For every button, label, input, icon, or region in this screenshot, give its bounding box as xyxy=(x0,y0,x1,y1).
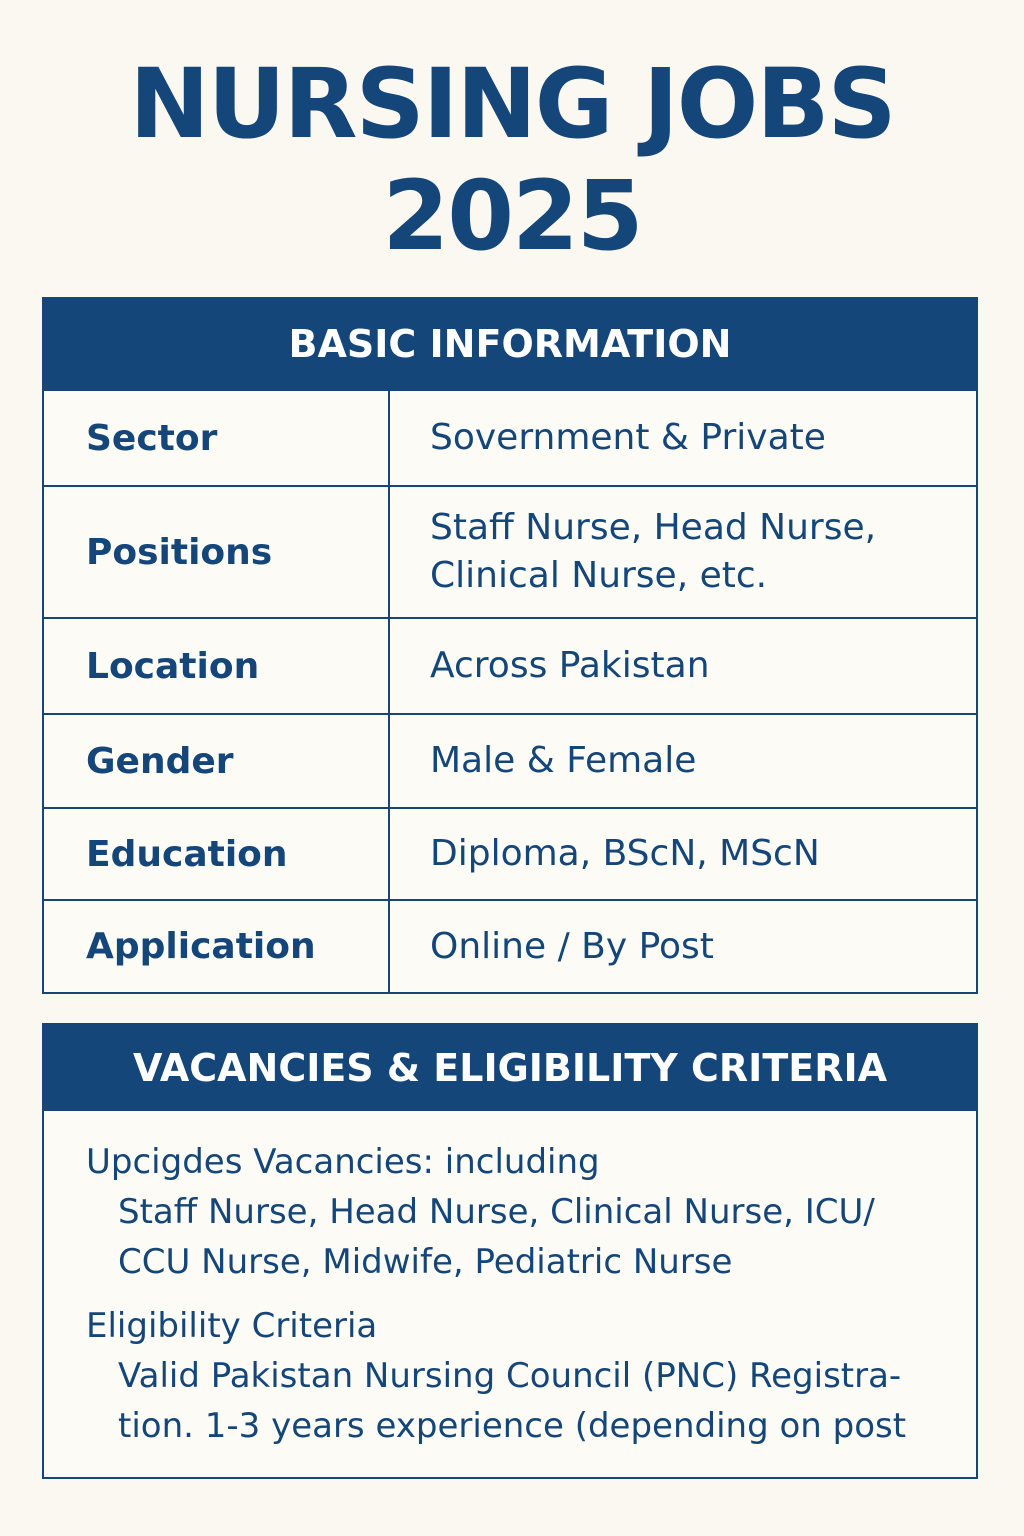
table-row-gender xyxy=(44,713,976,807)
row-value: Sovernment & Private xyxy=(430,417,826,458)
title-line-2: 2025 xyxy=(382,160,642,272)
basic-information-header: BASIC INFORMATION xyxy=(44,299,976,389)
row-value: Online / By Post xyxy=(430,925,714,967)
row-label: Sector xyxy=(44,391,390,485)
page-title xyxy=(0,48,1024,272)
row-label: Application xyxy=(44,901,390,992)
eligibility-heading: Eligibility Criteria xyxy=(86,1306,378,1346)
row-value: Staff Nurse, Head Nurse, Clinical Nurse, etc. xyxy=(430,507,877,596)
row-label: Gender xyxy=(44,715,390,807)
table-row-positions xyxy=(44,485,976,617)
eligibility-text: Valid Pakistan Nursing Council (PNC) Registra-tion. 1-3 years experience (depending on post xyxy=(118,1356,907,1446)
vacancies-body xyxy=(44,1111,976,1451)
row-value: Across Pakistan xyxy=(430,645,710,686)
title-line-1: NURSING JOBS xyxy=(129,48,895,160)
table-row-location xyxy=(44,617,976,713)
table-row-application xyxy=(44,899,976,992)
row-label: Positions xyxy=(44,487,390,617)
vacancies-heading: Upcigdes Vacancies: including xyxy=(86,1142,600,1182)
row-value: Diploma, BScN, MScN xyxy=(430,833,820,874)
row-value: Male & Female xyxy=(430,740,697,781)
row-label: Location xyxy=(44,619,390,713)
vacancies-eligibility-panel xyxy=(42,1023,978,1479)
table-row-education xyxy=(44,807,976,899)
basic-information-table xyxy=(42,297,978,994)
table-row-sector xyxy=(44,389,976,485)
vacancies-eligibility-header: VACANCIES & ELIGIBILITY CRITERIA xyxy=(44,1025,976,1111)
row-label: Education xyxy=(44,809,390,899)
vacancies-list: Staff Nurse, Head Nurse, Clinical Nurse, ICU/ CCU Nurse, Midwife, Pediatric Nurse xyxy=(118,1192,875,1282)
